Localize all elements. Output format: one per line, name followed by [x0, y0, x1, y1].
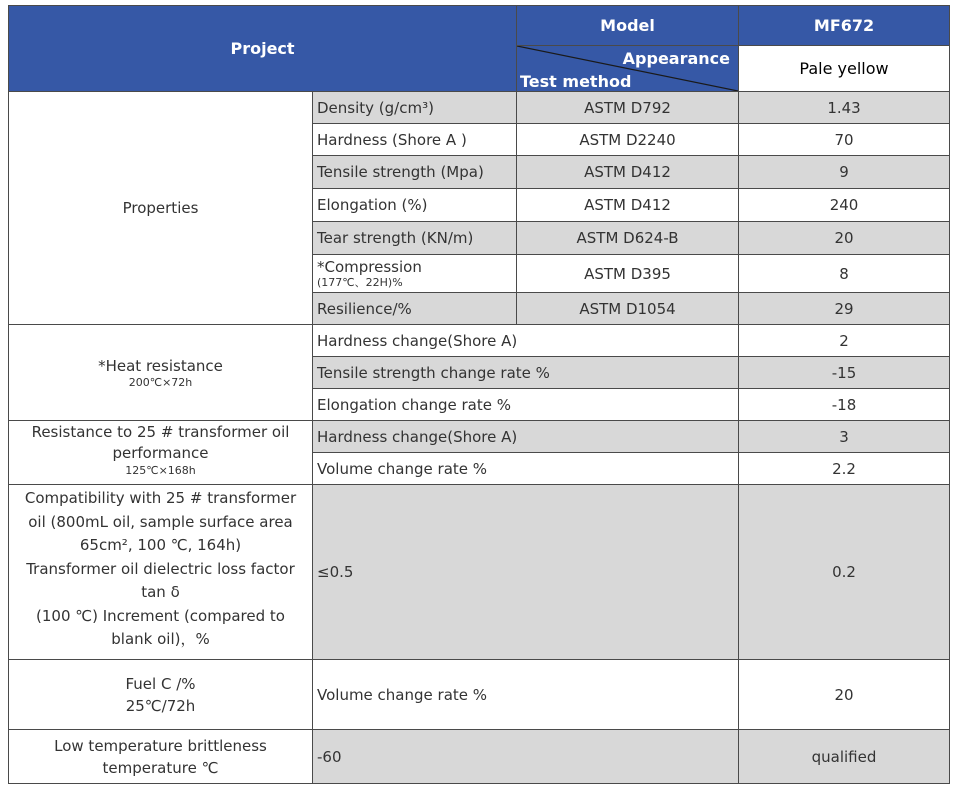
compression-condition: (177℃、22H)% — [317, 275, 403, 289]
compat-value: 0.2 — [739, 485, 950, 660]
compat-spec: ≤0.5 — [313, 485, 739, 660]
prop-name: Elongation (%) — [313, 189, 517, 222]
heat-row-value: 2 — [739, 325, 950, 357]
prop-value: 9 — [739, 156, 950, 189]
compat-line: tan δ — [141, 583, 180, 601]
oil-row-name: Volume change rate % — [313, 453, 739, 485]
oil-resistance-line2: performance — [112, 443, 209, 462]
prop-value: 29 — [739, 293, 950, 325]
model-value-header: MF672 — [739, 6, 950, 46]
prop-value: 20 — [739, 222, 950, 255]
prop-method: ASTM D2240 — [517, 124, 739, 156]
brittleness-line2: temperature ℃ — [102, 758, 219, 777]
heat-row-name: Hardness change(Shore A) — [313, 325, 739, 357]
fuel-line1: Fuel C /% — [125, 674, 196, 693]
prop-value: 70 — [739, 124, 950, 156]
prop-method: ASTM D412 — [517, 156, 739, 189]
appearance-test-method-header — [517, 46, 739, 92]
prop-name: Tensile strength (Mpa) — [313, 156, 517, 189]
prop-method: ASTM D395 — [517, 255, 739, 293]
project-header: Project — [9, 6, 517, 92]
compat-line: blank oil)，% — [111, 630, 210, 648]
heat-resistance-condition: 200℃×72h — [128, 376, 193, 389]
brittleness-spec: -60 — [313, 730, 739, 784]
compatibility-label — [9, 485, 313, 660]
appearance-label: Appearance — [622, 49, 731, 68]
heat-row-value: -15 — [739, 357, 950, 389]
prop-name — [313, 255, 517, 293]
heat-resistance-label — [9, 325, 313, 421]
oil-resistance-label — [9, 421, 313, 485]
oil-row-value: 3 — [739, 421, 950, 453]
brittleness-value: qualified — [739, 730, 950, 784]
oil-resistance-condition: 125℃×168h — [125, 463, 196, 477]
prop-method: ASTM D1054 — [517, 293, 739, 325]
heat-row-value: -18 — [739, 389, 950, 421]
compat-line: Compatibility with 25 # transformer — [24, 489, 297, 507]
compat-line: 65cm², 100 ℃, 164h) — [79, 536, 242, 554]
heat-resistance-title: *Heat resistance — [98, 357, 223, 375]
test-method-label: Test method — [520, 72, 632, 91]
compat-line: Transformer oil dielectric loss factor — [26, 559, 295, 578]
compat-line: oil (800mL oil, sample surface area — [28, 512, 293, 531]
compat-line: (100 ℃) Increment (compared to — [36, 606, 285, 625]
fuel-row-value: 20 — [739, 660, 950, 730]
brittleness-line1: Low temperature brittleness — [54, 736, 267, 755]
prop-name: Hardness (Shore A ) — [313, 124, 517, 156]
oil-resistance-line1: Resistance to 25 # transformer oil — [31, 422, 290, 441]
heat-row-name: Tensile strength change rate % — [313, 357, 739, 389]
prop-value: 240 — [739, 189, 950, 222]
prop-method: ASTM D624-B — [517, 222, 739, 255]
properties-label: Properties — [9, 92, 313, 325]
heat-row-name: Elongation change rate % — [313, 389, 739, 421]
prop-name: Density (g/cm³) — [313, 92, 517, 124]
fuel-label — [9, 660, 313, 730]
brittleness-label — [9, 730, 313, 784]
appearance-value: Pale yellow — [739, 46, 950, 92]
prop-name: Tear strength (KN/m) — [313, 222, 517, 255]
compression-label: *Compression — [317, 257, 422, 276]
oil-row-name: Hardness change(Shore A) — [313, 421, 739, 453]
prop-value: 8 — [739, 255, 950, 293]
prop-method: ASTM D412 — [517, 189, 739, 222]
oil-row-value: 2.2 — [739, 453, 950, 485]
prop-name: Resilience/% — [313, 293, 517, 325]
fuel-line2: 25℃/72h — [125, 696, 196, 715]
prop-method: ASTM D792 — [517, 92, 739, 124]
fuel-row-name: Volume change rate % — [313, 660, 739, 730]
spec-table — [8, 5, 950, 784]
model-header: Model — [517, 6, 739, 46]
prop-value: 1.43 — [739, 92, 950, 124]
